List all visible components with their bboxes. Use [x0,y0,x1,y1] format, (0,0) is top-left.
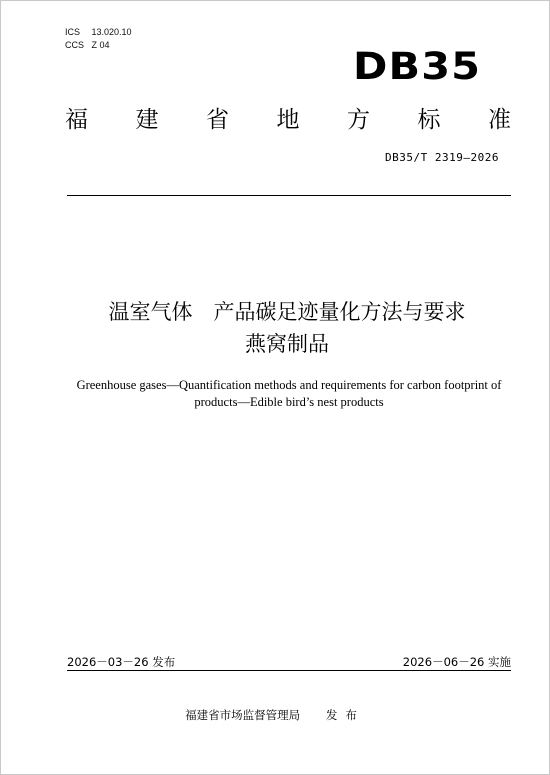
issuer-line [1,707,549,723]
ics-code-row [65,26,132,39]
standard-type-char: 省 [206,107,229,133]
db35-logo: DB35 [353,45,482,88]
bottom-divider [67,670,511,671]
issue-date: 2026－03－26 发布 [67,655,176,669]
classification-codes [65,26,132,52]
ics-label: ICS [65,27,81,37]
issuer-name: 福建省市场监督管理局 [185,708,301,722]
chinese-title-line-2: 燕窝制品 [245,332,329,356]
standard-type-char: 地 [276,107,300,133]
ccs-code: Z 04 [91,40,110,50]
top-divider [67,195,511,196]
ccs-code-row [65,39,132,52]
standard-type-char: 准 [488,107,511,133]
standard-number: DB35/T 2319—2026 [385,151,499,164]
ccs-label: CCS [65,40,85,50]
standard-type-title [65,105,511,135]
standard-type-char: 建 [135,107,159,133]
ics-code: 13.020.10 [91,27,132,37]
standard-type-char: 标 [417,107,441,133]
english-title: Greenhouse gases—Quantification methods and requirements for carbon footprint of products—Edible bird’s nest products [76,378,502,409]
issue-action: 发布 [325,708,365,722]
chinese-title-line-1: 温室气体 产品碳足迹量化方法与要求 [108,300,466,324]
implementation-date: 2026－06－26 实施 [402,655,511,669]
standard-type-char: 方 [347,107,370,133]
standard-type-char: 福 [65,107,88,133]
